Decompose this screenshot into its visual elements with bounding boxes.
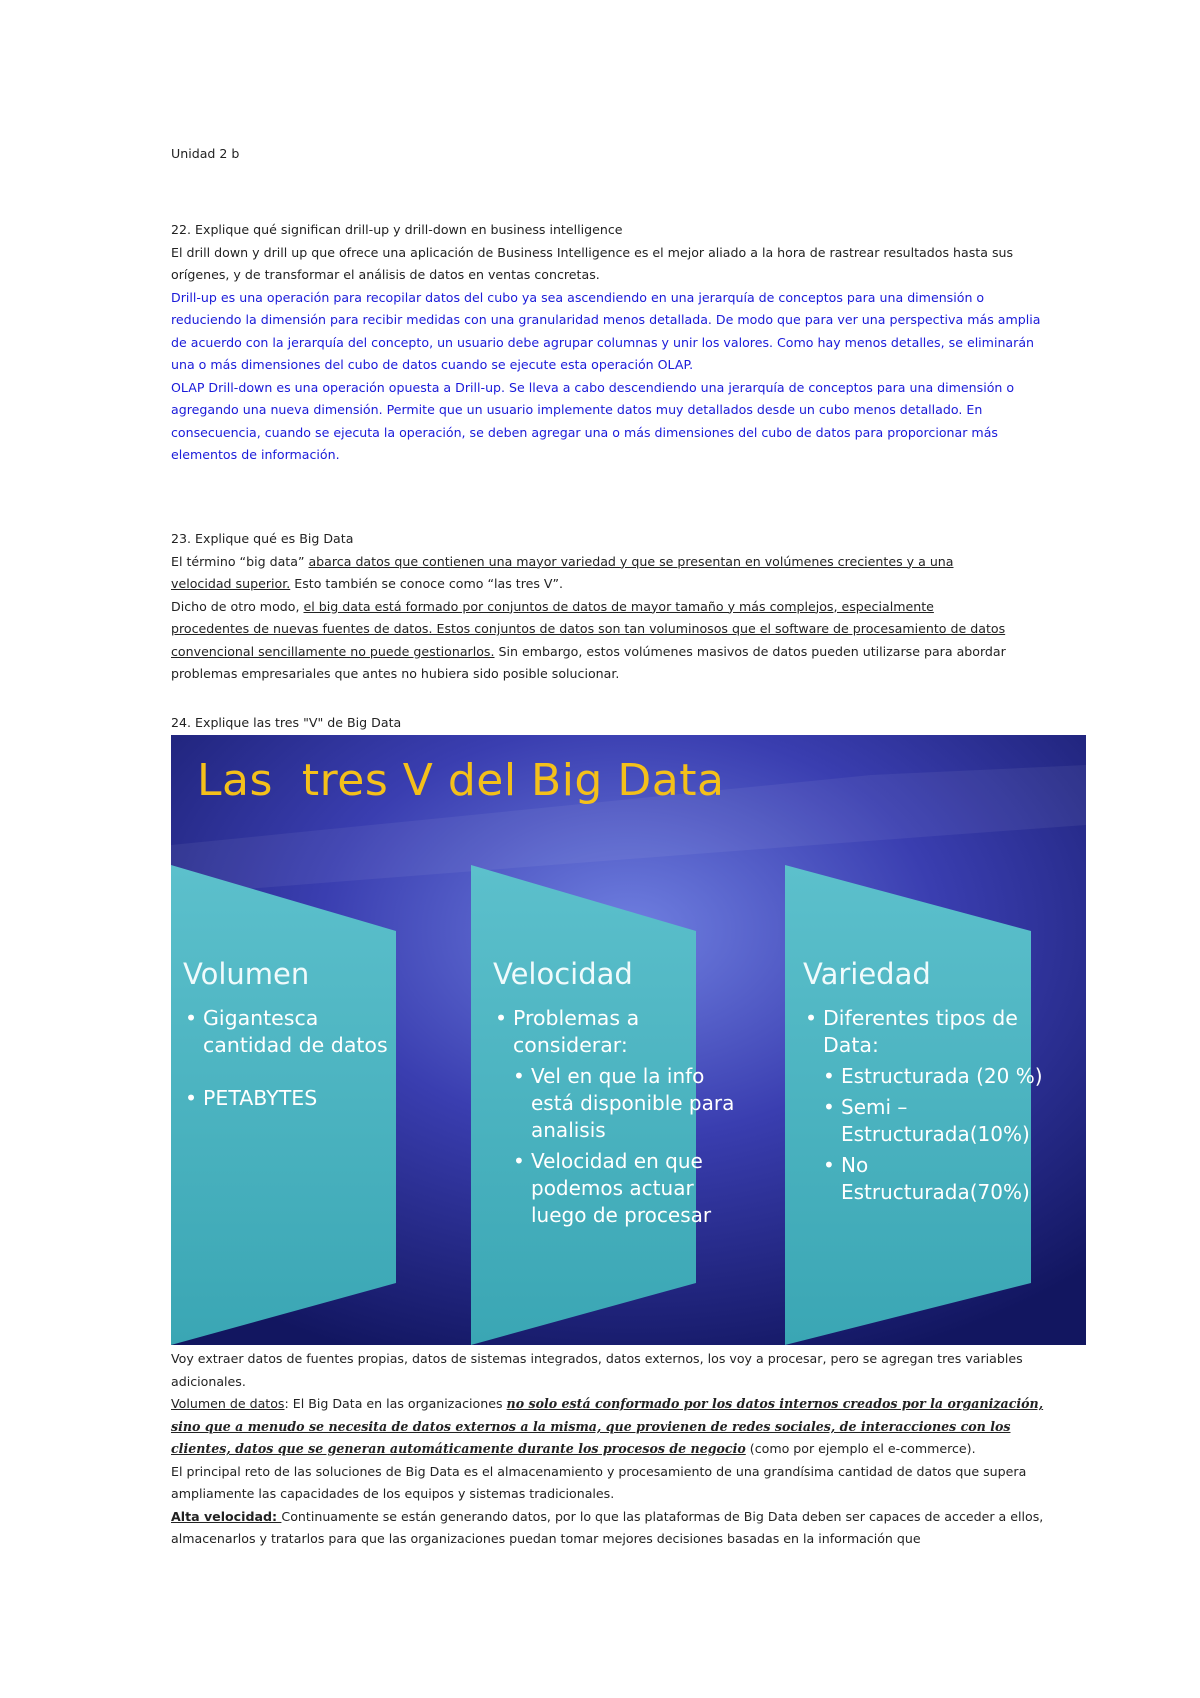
column-volumen-heading: Volumen xyxy=(183,957,310,991)
q23-paragraph-2 xyxy=(171,596,1016,686)
velocidad-bullet: • Problemas a considerar: xyxy=(493,1005,738,1059)
section-q24-text xyxy=(171,1348,1051,1551)
volumen-text-a: : El Big Data en las organizaciones xyxy=(284,1396,507,1411)
section-q22 xyxy=(171,219,1071,467)
q23-p2-underlined: el big data está formado por conjuntos de datos de mayor tamaño y más complejos, especialmente procedentes de nuevas fuentes de datos. Estos conjuntos de datos son tan voluminosos que el software de procesamiento de datos convencional sencillamente no puede gestionarlos. xyxy=(171,598,1006,659)
q24-volumen-paragraph xyxy=(171,1393,1051,1461)
alta-velocidad-label: Alta velocidad: xyxy=(171,1508,282,1524)
section-q23 xyxy=(171,528,1071,686)
velocidad-sub-bullet: • Velocidad en que podemos actuar luego de procesar xyxy=(493,1148,738,1229)
q23-p1-underlined: abarca datos que contienen una mayor variedad y que se presentan en volúmenes crecientes y a una velocidad superior. xyxy=(171,553,954,591)
q23-p1-text-a: El término “big data” xyxy=(171,553,309,569)
q23-p2-text-a: Dicho de otro modo, xyxy=(171,598,304,614)
variedad-sub-bullet: • No Estructurada(70%) xyxy=(803,1152,1048,1206)
column-variedad-heading: Variedad xyxy=(803,957,931,991)
q23-p2-text-b: Sin embargo, estos volúmenes masivos de datos pueden utilizarse para abordar problemas empresariales que antes no hubiera sido posible solucionar. xyxy=(171,643,1006,681)
volumen-bullet: • Gigantesca cantidad de datos xyxy=(183,1005,413,1059)
unit-title: Unidad 2 b xyxy=(171,146,240,161)
column-velocidad xyxy=(493,957,738,1229)
variedad-bullet: • Diferentes tipos de Data: xyxy=(803,1005,1048,1059)
slide-tres-v-big-data xyxy=(171,735,1086,1345)
q24-question: 24. Explique las tres "V" de Big Data xyxy=(171,715,402,730)
velocidad-sub-bullet: • Vel en que la info está disponible para analisis xyxy=(493,1063,738,1144)
q24-reto: El principal reto de las soluciones de Big Data es el almacenamiento y procesamiento de una grandísima cantidad de datos que supera ampliamente las capacidades de los equipos y sistemas tradicionales. xyxy=(171,1463,1027,1501)
q24-after-slide: Voy extraer datos de fuentes propias, datos de sistemas integrados, datos externos, los voy a procesar, pero se agregan tres variables adicionales. xyxy=(171,1351,1023,1389)
variedad-sub-bullet: • Estructurada (20 %) xyxy=(803,1063,1048,1090)
volumen-bullet: • PETABYTES xyxy=(183,1085,413,1112)
q22-drill-up: Drill-up es una operación para recopilar datos del cubo ya sea ascendiendo en una jerarquía de conceptos para una dimensión o reduciendo la dimensión para recibir medidas con una granularidad menos detallada. De modo que para ver una perspectiva más amplia de acuerdo con la jerarquía del concepto, un usuario debe agrupar columnas y unir los valores. Como hay menos detalles, se eliminarán una o más dimensiones del cubo de datos cuando se ejecute esta operación OLAP. xyxy=(171,289,1041,372)
volumen-label: Volumen de datos xyxy=(171,1396,285,1411)
volumen-text-b: (como por ejemplo el e-commerce). xyxy=(745,1441,976,1456)
q23-question: 23. Explique qué es Big Data xyxy=(171,531,354,546)
column-volumen xyxy=(183,957,413,1112)
variedad-sub-bullet: • Semi – Estructurada(10%) xyxy=(803,1094,1048,1148)
alta-velocidad-text: Continuamente se están generando datos, por lo que las plataformas de Big Data deben ser capaces de acceder a ellos, almacenarlos y tratarlos para que las organizaciones puedan tomar mejores decisiones basadas en la información que xyxy=(171,1508,1044,1546)
q24-alta-velocidad xyxy=(171,1506,1051,1551)
column-velocidad-heading: Velocidad xyxy=(493,957,633,991)
slide-title: Las tres V del Big Data xyxy=(197,755,725,806)
q22-intro: El drill down y drill up que ofrece una aplicación de Business Intelligence es el mejor aliado a la hora de rastrear resultados hasta sus orígenes, y de transformar el análisis de datos en ventas concretas. xyxy=(171,244,1014,282)
volumen-emphasis: no solo está conformado por los datos internos creados por la organización, sino que a menudo se necesita de datos externos a la misma, que provienen de redes sociales, de interacciones con los clientes, datos que se generan automáticamente durante los procesos de negocio xyxy=(171,1396,1044,1456)
q22-drill-down: OLAP Drill-down es una operación opuesta a Drill-up. Se lleva a cabo descendiendo una jerarquía de conceptos para una dimensión o agregando una nueva dimensión. Permite que un usuario implemente datos muy detallados desde un cubo menos detallado. En consecuencia, cuando se ejecuta la operación, se deben agregar una o más dimensiones del cubo de datos para proporcionar más elementos de información. xyxy=(171,379,1015,462)
q23-paragraph-1 xyxy=(171,551,1006,596)
q22-question: 22. Explique qué significan drill-up y drill-down en business intelligence xyxy=(171,222,623,237)
q23-p1-text-b: Esto también se conoce como “las tres V”. xyxy=(290,576,564,591)
column-variedad xyxy=(803,957,1048,1206)
